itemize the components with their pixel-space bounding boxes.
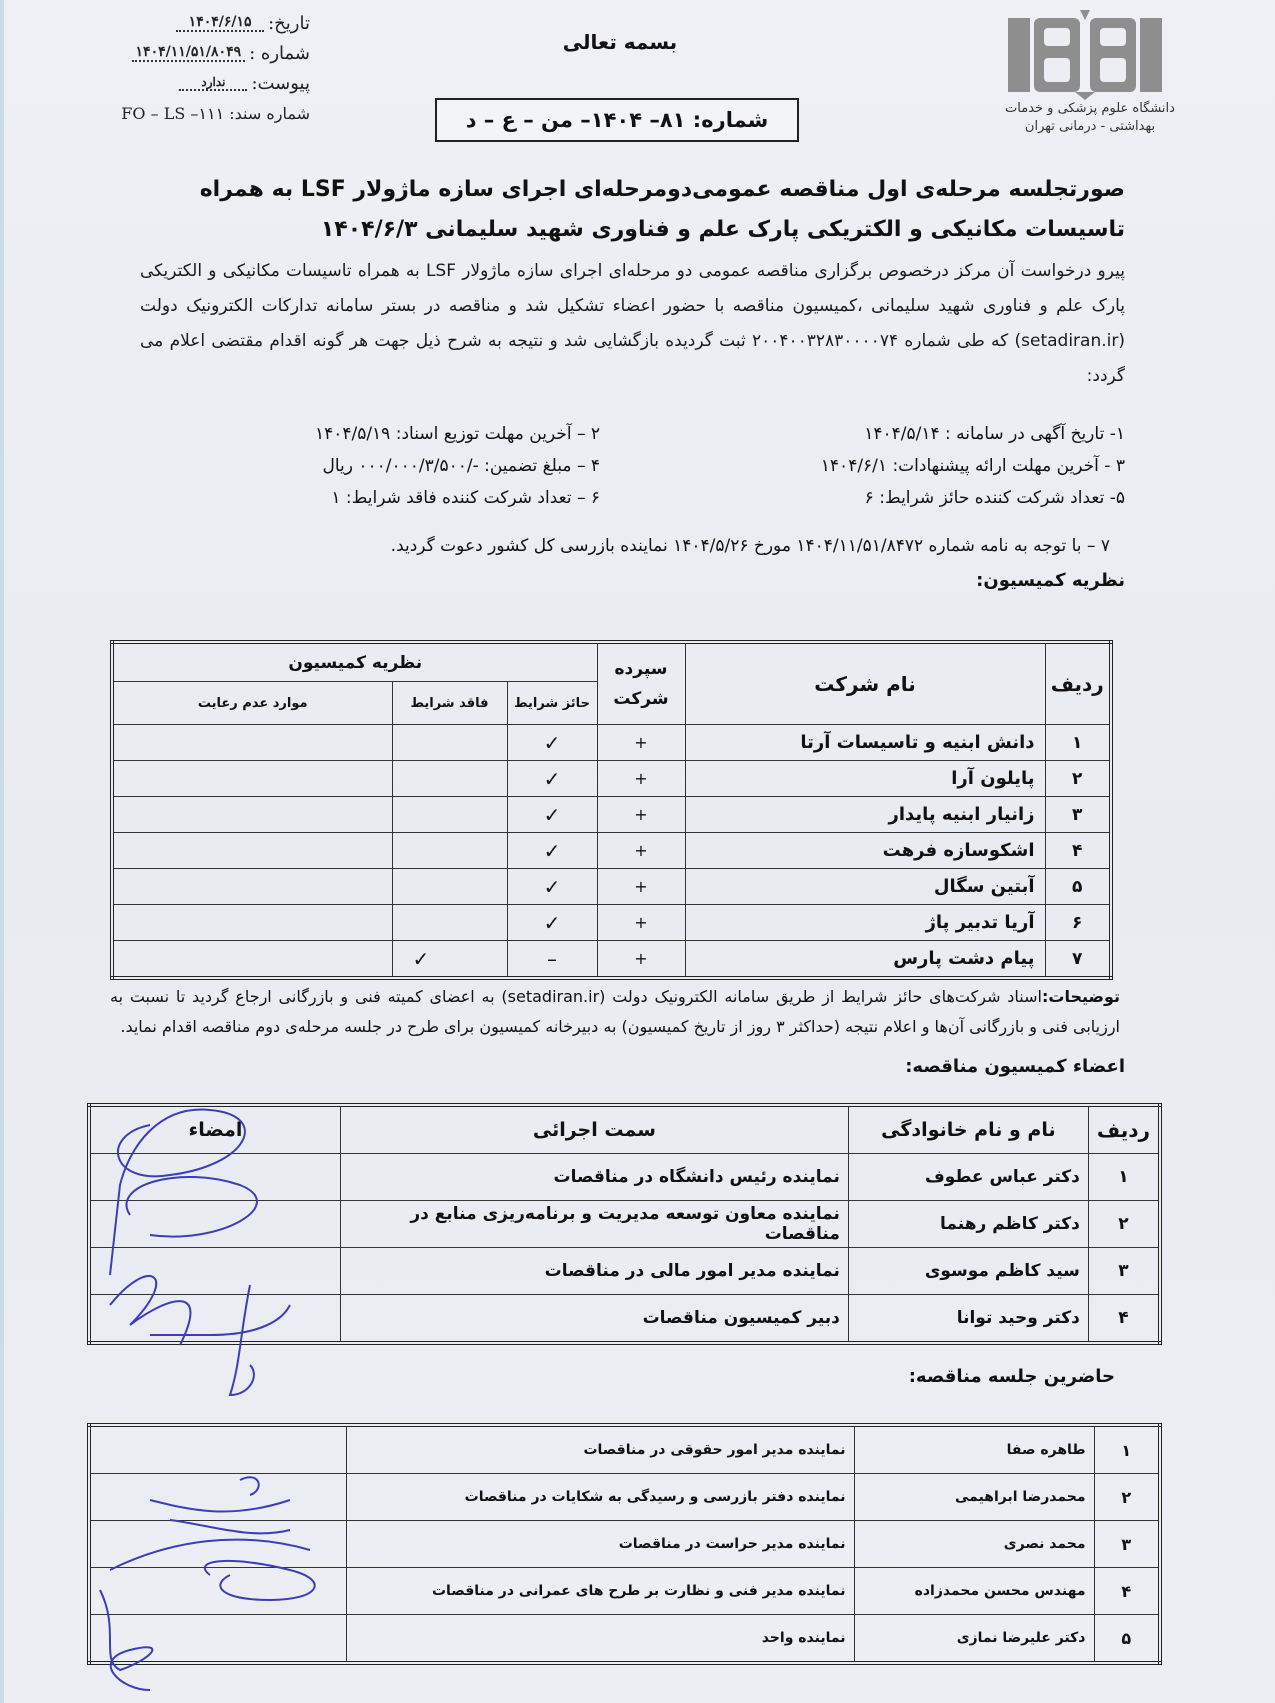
notes-text: اسناد شرکت‌های حائز شرایط از طریق سامانه الکترونیک دولت (setadiran.ir) به اعضای کمیته فنی و بازرگانی ارجاع گردید تا نسبت به ارزیابی فنی و بازرگانی آن‌ها و اعلام نتیجه (حداکثر ۳ روز از تاریخ کمیسیون) به دبیرخانه کمیسیون برای طرح در جلسه مرحله‌ی دوم مناقصه اقدام نماید. bbox=[110, 987, 1120, 1036]
row-number: ۶ bbox=[1045, 905, 1111, 941]
member-signature-cell bbox=[89, 1248, 340, 1295]
row-number: ۵ bbox=[1045, 869, 1111, 905]
company-row bbox=[112, 761, 1111, 797]
qualified-mark: ✓ bbox=[507, 725, 597, 761]
document-title: صورتجلسه مرحله‌ی اول مناقصه عمومی‌دومرحله‌ای اجرای سازه ماژولار LSF به همراه تاسیسات مکانیکی و الکتریکی پارک علم و فناوری شهید سلیمانی ۱۴۰۴/۶/۳ bbox=[199, 177, 1125, 242]
attendee-role: نماینده دفتر بازرسی و رسیدگی به شکایات در مناقصات bbox=[346, 1474, 854, 1521]
row-number: ۲ bbox=[1045, 761, 1111, 797]
member-row bbox=[89, 1295, 1160, 1344]
company-row bbox=[112, 905, 1111, 941]
unqualified-mark bbox=[392, 797, 507, 833]
doc-number-row bbox=[80, 98, 310, 128]
members-header-row bbox=[89, 1105, 1160, 1154]
number-row bbox=[80, 38, 310, 68]
attendee-row-number: ۳ bbox=[1094, 1521, 1160, 1568]
violations-cell bbox=[112, 833, 392, 869]
attendee-name: دکتر علیرضا نمازی bbox=[854, 1615, 1094, 1664]
member-role: نماینده رئیس دانشگاه در مناقصات bbox=[340, 1154, 848, 1201]
company-name: دانش ابنیه و تاسیسات آرتا bbox=[685, 725, 1045, 761]
members-header-role: سمت اجرائی bbox=[340, 1105, 848, 1154]
date-label: تاریخ: bbox=[268, 12, 310, 34]
unqualified-mark bbox=[392, 905, 507, 941]
row-number: ۱ bbox=[1045, 725, 1111, 761]
doc-number: شماره سند: ۱۱۱– FO – LS bbox=[121, 103, 310, 123]
company-row bbox=[112, 725, 1111, 761]
member-row-number: ۱ bbox=[1088, 1154, 1160, 1201]
unqualified-mark: ✓ bbox=[392, 941, 507, 979]
deposit-mark: + bbox=[597, 869, 685, 905]
violations-cell bbox=[112, 725, 392, 761]
header-unqualified: فاقد شرایط bbox=[392, 682, 507, 725]
company-name: آریا تدبیر پاژ bbox=[685, 905, 1045, 941]
member-row bbox=[89, 1248, 1160, 1295]
qualified-mark: ✓ bbox=[507, 797, 597, 833]
company-name: اشکوسازه فرهت bbox=[685, 833, 1045, 869]
member-name: دکتر وحید توانا bbox=[848, 1295, 1088, 1344]
deposit-mark: + bbox=[597, 905, 685, 941]
row-number: ۴ bbox=[1045, 833, 1111, 869]
attendee-signature-cell bbox=[89, 1615, 346, 1664]
commission-heading: نظریه کمیسیون: bbox=[976, 570, 1125, 591]
university-logo-icon bbox=[1000, 10, 1170, 100]
qualified-mark: ✓ bbox=[507, 833, 597, 869]
date-row bbox=[80, 8, 310, 38]
attendee-signature-cell bbox=[89, 1474, 346, 1521]
attendee-row-number: ۱ bbox=[1094, 1425, 1160, 1474]
deposit-mark: + bbox=[597, 941, 685, 979]
member-name: سید کاظم موسوی bbox=[848, 1248, 1088, 1295]
company-name: پیام دشت پارس bbox=[685, 941, 1045, 979]
member-role: نماینده مدیر امور مالی در مناقصات bbox=[340, 1248, 848, 1295]
tender-details bbox=[120, 418, 1125, 514]
university-line-2: بهداشتی - درمانی تهران bbox=[1024, 119, 1156, 134]
member-role: دبیر کمیسیون مناقصات bbox=[340, 1295, 848, 1344]
violations-cell bbox=[112, 941, 392, 979]
attendee-row-number: ۴ bbox=[1094, 1568, 1160, 1615]
deposit-mark: + bbox=[597, 761, 685, 797]
member-signature-cell bbox=[89, 1154, 340, 1201]
attendee-role: نماینده مدیر حراست در مناقصات bbox=[346, 1521, 854, 1568]
notes bbox=[110, 982, 1120, 1042]
attendee-name: محمدرضا ابراهیمی bbox=[854, 1474, 1094, 1521]
date-value: ۱۴۰۴/۶/۱۵ bbox=[176, 14, 264, 32]
header-company: نام شرکت bbox=[685, 642, 1045, 725]
attendee-name: مهندس محسن محمدزاده bbox=[854, 1568, 1094, 1615]
attachment-value: ندارد bbox=[179, 75, 247, 91]
members-table bbox=[87, 1103, 1162, 1345]
company-name: آبتین سگال bbox=[685, 869, 1045, 905]
header-deposit: سپرده شرکت bbox=[597, 642, 685, 725]
attachment-row bbox=[80, 68, 310, 98]
attendee-row bbox=[89, 1474, 1160, 1521]
member-row-number: ۲ bbox=[1088, 1201, 1160, 1248]
unqualified-mark bbox=[392, 725, 507, 761]
session-number-box: شماره: ۸۱– ۱۴۰۴– من – ع – د bbox=[435, 98, 799, 142]
header-qualified: حائز شرایط bbox=[507, 682, 597, 725]
unqualified-mark bbox=[392, 833, 507, 869]
violations-cell bbox=[112, 905, 392, 941]
attendees-heading: حاضرین جلسه مناقصه: bbox=[908, 1366, 1115, 1387]
company-row bbox=[112, 941, 1111, 979]
members-heading: اعضاء کمیسیون مناقصه: bbox=[905, 1056, 1125, 1077]
attendee-role: نماینده واحد bbox=[346, 1615, 854, 1664]
item-1: ۱- تاریخ آگهی در سامانه : ۱۴۰۴/۵/۱۴ bbox=[864, 424, 1125, 444]
header-row-no: ردیف bbox=[1045, 642, 1111, 725]
qualified-mark: ✓ bbox=[507, 761, 597, 797]
member-role: نماینده معاون توسعه مدیریت و برنامه‌ریزی منابع در مناقصات bbox=[340, 1201, 848, 1248]
number-value: ۱۴۰۴/۱۱/۵۱/۸۰۴۹ bbox=[132, 44, 246, 62]
row-number: ۳ bbox=[1045, 797, 1111, 833]
violations-cell bbox=[112, 797, 392, 833]
member-name: دکتر عباس عطوف bbox=[848, 1154, 1088, 1201]
company-row bbox=[112, 797, 1111, 833]
attendee-role: نماینده مدیر فنی و نظارت بر طرح های عمرانی در مناقصات bbox=[346, 1568, 854, 1615]
invocation: بسمه تعالی bbox=[562, 30, 678, 54]
item-3: ۳ - آخرین مهلت ارائه پیشنهادات: ۱۴۰۴/۶/۱ bbox=[820, 456, 1125, 476]
member-signature-cell bbox=[89, 1295, 340, 1344]
attendee-signature-cell bbox=[89, 1425, 346, 1474]
item-4: ۴ – مبلغ تضمین: -/۰۰۰/۰۰۰/۳/۵۰۰ ریال bbox=[322, 456, 600, 476]
companies-table bbox=[110, 640, 1113, 980]
qualified-mark: ✓ bbox=[507, 905, 597, 941]
item-2: ۲ – آخرین مهلت توزیع اسناد: ۱۴۰۴/۵/۱۹ bbox=[314, 424, 600, 444]
member-row bbox=[89, 1201, 1160, 1248]
item-6: ۶ – تعداد شرکت کننده فاقد شرایط: ۱ bbox=[331, 488, 600, 508]
item-7: ۷ – با توجه به نامه شماره ۱۴۰۴/۱۱/۵۱/۸۴۷۲ مورخ ۱۴۰۴/۵/۲۶ نماینده بازرسی کل کشور دعوت گردید. bbox=[390, 536, 1110, 556]
member-row bbox=[89, 1154, 1160, 1201]
attendee-row-number: ۵ bbox=[1094, 1615, 1160, 1664]
university-line-1: دانشگاه علوم پزشکی و خدمات bbox=[1005, 101, 1175, 116]
attendee-role: نماینده مدیر امور حقوقی در مناقصات bbox=[346, 1425, 854, 1474]
university-name bbox=[990, 100, 1190, 136]
notes-label: توضیحات: bbox=[1041, 987, 1121, 1006]
deposit-mark: + bbox=[597, 725, 685, 761]
item-5: ۵- تعداد شرکت کننده حائز شرایط: ۶ bbox=[864, 488, 1125, 508]
header-meta bbox=[80, 8, 310, 128]
number-label: شماره : bbox=[249, 42, 310, 64]
company-name: پایلون آرا bbox=[685, 761, 1045, 797]
company-name: زانیار ابنیه پایدار bbox=[685, 797, 1045, 833]
attachment-label: پیوست: bbox=[251, 72, 310, 94]
deposit-mark: + bbox=[597, 797, 685, 833]
intro-paragraph: پیرو درخواست آن مرکز درخصوص برگزاری مناقصه عمومی دو مرحله‌ای اجرای سازه ماژولار LSF به همراه تاسیسات مکانیکی و الکتریکی پارک علم و فناوری شهید سلیمانی ،کمیسیون مناقصه با حضور اعضاء تشکیل شد و مناقصه در بستر سامانه تدارکات الکترونیک دولت (setadiran.ir) که طی شماره ۲۰۰۴۰۰۳۲۸۳۰۰۰۰۷۴ ثبت گردیده بازگشایی شد و نتیجه به شرح ذیل جهت هر گونه اقدام مقتضی اعلام می گردد: bbox=[140, 261, 1125, 386]
attendee-signature-cell bbox=[89, 1521, 346, 1568]
member-name: دکتر کاظم رهنما bbox=[848, 1201, 1088, 1248]
attendees-table bbox=[87, 1423, 1162, 1665]
company-row bbox=[112, 833, 1111, 869]
member-row-number: ۳ bbox=[1088, 1248, 1160, 1295]
row-number: ۷ bbox=[1045, 941, 1111, 979]
attendee-name: طاهره صفا bbox=[854, 1425, 1094, 1474]
attendee-row-number: ۲ bbox=[1094, 1474, 1160, 1521]
unqualified-mark bbox=[392, 761, 507, 797]
attendee-row bbox=[89, 1615, 1160, 1664]
header-opinion: نظریه کمیسیون bbox=[112, 642, 597, 682]
scan-edge bbox=[0, 0, 4, 1703]
member-row-number: ۴ bbox=[1088, 1295, 1160, 1344]
attendee-signature-cell bbox=[89, 1568, 346, 1615]
attendee-row bbox=[89, 1425, 1160, 1474]
company-row bbox=[112, 869, 1111, 905]
violations-cell bbox=[112, 869, 392, 905]
violations-cell bbox=[112, 761, 392, 797]
members-header-name: نام و نام خانوادگی bbox=[848, 1105, 1088, 1154]
deposit-mark: + bbox=[597, 833, 685, 869]
attendee-row bbox=[89, 1521, 1160, 1568]
header-violations: موارد عدم رعایت bbox=[112, 682, 392, 725]
unqualified-mark bbox=[392, 869, 507, 905]
attendee-name: محمد نصری bbox=[854, 1521, 1094, 1568]
attendee-row bbox=[89, 1568, 1160, 1615]
members-header-signature: امضاء bbox=[89, 1105, 340, 1154]
members-header-row-no: ردیف bbox=[1088, 1105, 1160, 1154]
table-header-row bbox=[112, 642, 1111, 682]
member-signature-cell bbox=[89, 1201, 340, 1248]
qualified-mark: – bbox=[507, 941, 597, 979]
qualified-mark: ✓ bbox=[507, 869, 597, 905]
